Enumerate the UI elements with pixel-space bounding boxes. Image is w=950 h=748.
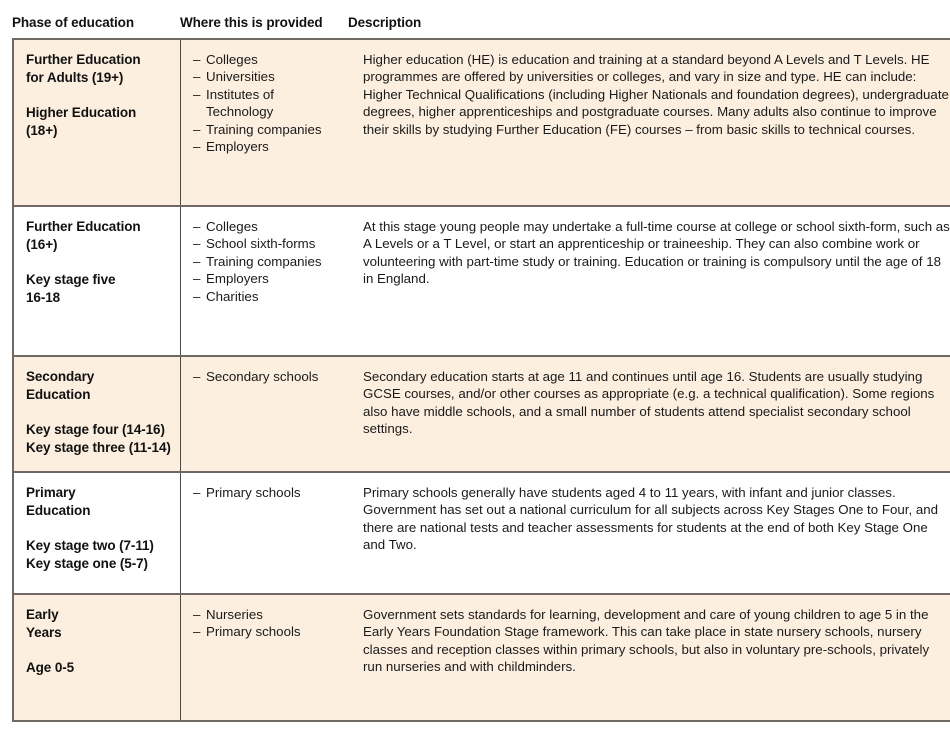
provider-list-item: – Employers	[193, 270, 343, 287]
phase-title-line: Years	[26, 625, 62, 640]
provider-list-item: – Primary schools	[193, 484, 343, 501]
phase-title-line: for Adults (19+)	[26, 70, 124, 85]
phase-spacer	[26, 642, 170, 659]
phase-keystage-line: Key stage two (7-11)	[26, 538, 154, 553]
cell-where-provided-primary-education	[181, 473, 353, 593]
provider-list	[193, 218, 343, 305]
cell-description-primary-education	[353, 473, 950, 593]
provider-list-item: – Employers	[193, 138, 343, 155]
phase-keystage-line: (18+)	[26, 123, 58, 138]
provider-list-item: – Training companies	[193, 121, 343, 138]
provider-list-item: – Colleges	[193, 218, 343, 235]
cell-description-further-education-for-adults-higher-education	[353, 40, 950, 205]
phase-spacer	[26, 254, 170, 271]
provider-list	[193, 484, 343, 501]
phase-keystage-line: Key stage five	[26, 272, 116, 287]
table-row	[14, 593, 950, 720]
table-row	[14, 471, 950, 593]
cell-description-secondary-education	[353, 357, 950, 471]
column-header-description: Description	[348, 15, 422, 30]
cell-where-provided-secondary-education	[181, 357, 353, 471]
cell-where-provided-early-years	[181, 595, 353, 720]
provider-list-item: – Colleges	[193, 51, 343, 68]
phase-title-line: (16+)	[26, 237, 58, 252]
phase-title-line: Education	[26, 503, 91, 518]
phase-keystage-line: Age 0-5	[26, 660, 75, 675]
column-header-phase: Phase of education	[12, 15, 134, 30]
provider-list-item: – Training companies	[193, 253, 343, 270]
provider-list-item: – School sixth-forms	[193, 235, 343, 252]
cell-phase-further-education-for-adults-higher-education	[14, 40, 181, 205]
phase-title-line: Primary	[26, 485, 76, 500]
phase-title-line: Early	[26, 607, 59, 622]
provider-list	[193, 606, 343, 641]
provider-list-item: – Primary schools	[193, 623, 343, 640]
provider-list-item: – Institutes of Technology	[193, 86, 343, 121]
cell-phase-further-education-16-plus-key-stage-five	[14, 207, 181, 355]
education-phases-table-body	[12, 38, 950, 722]
phase-keystage-line: Key stage four (14-16)	[26, 422, 165, 437]
description-text: Higher education (HE) is education and training at a standard beyond A Levels and T Levels. HE programmes are offered by universities or colleges, and vary in size and type. HE can include: Higher Technical Qualifications (including Higher Nationals and foundation degrees), undergraduate degrees, higher apprenticeships and postgraduate courses. Many adults also continue to improve their skills by studying Further Education (FE) courses – from basic skills to technical courses.	[363, 52, 949, 137]
table-row	[14, 205, 950, 355]
phase-keystage-line: Key stage three (11-14)	[26, 440, 171, 455]
description-text: Secondary education starts at age 11 and continues until age 16. Students are usually studying GCSE courses, and/or other courses as appropriate (e.g. a technical qualification). Some regions also have middle schools, and a small number of students attend specialist secondary school settings.	[363, 369, 935, 437]
provider-list	[193, 368, 343, 385]
phase-spacer	[26, 404, 170, 421]
cell-description-early-years	[353, 595, 950, 720]
phase-title-line: Secondary	[26, 369, 95, 384]
cell-description-further-education-16-plus-key-stage-five	[353, 207, 950, 355]
cell-phase-primary-education	[14, 473, 181, 593]
provider-list-item: – Nurseries	[193, 606, 343, 623]
cell-phase-secondary-education	[14, 357, 181, 471]
cell-where-provided-further-education-16-plus-key-stage-five	[181, 207, 353, 355]
provider-list	[193, 51, 343, 155]
phase-keystage-line: 16-18	[26, 290, 61, 305]
column-header-where-provided: Where this is provided	[180, 15, 323, 30]
phase-spacer	[26, 520, 170, 537]
provider-list-item: – Secondary schools	[193, 368, 343, 385]
phase-spacer	[26, 87, 170, 104]
phase-title-line: Further Education	[26, 219, 141, 234]
phase-keystage-line: Key stage one (5-7)	[26, 556, 148, 571]
cell-phase-early-years	[14, 595, 181, 720]
phase-title-line: Education	[26, 387, 91, 402]
description-text: Government sets standards for learning, development and care of young children to age 5 in the Early Years Foundation Stage framework. This can take place in state nursery schools, nursery classes and reception classes within primary schools, but also in voluntary pre-schools, privately run nurseries and with childminders.	[363, 607, 930, 675]
provider-list-item: – Charities	[193, 288, 343, 305]
cell-where-provided-further-education-for-adults-higher-education	[181, 40, 353, 205]
description-text: Primary schools generally have students aged 4 to 11 years, with infant and junior classes. Government has set out a national curriculum for all subjects across Key Stages One to Four, and there are national tests and teacher assessments for students at the end of both Key Stage One and Two.	[363, 485, 939, 553]
table-row	[14, 355, 950, 471]
table-header-row	[0, 0, 950, 38]
table-row	[14, 40, 950, 205]
description-text: At this stage young people may undertake a full-time course at college or school sixth-form, such as A Levels or a T Level, or start an apprenticeship or traineeship. They can also combine work or volunteering with part-time study or training. Education or training is compulsory until the age of 18 in England.	[363, 219, 950, 287]
phase-keystage-line: Higher Education	[26, 105, 137, 120]
phase-title-line: Further Education	[26, 52, 141, 67]
provider-list-item: – Universities	[193, 68, 343, 85]
